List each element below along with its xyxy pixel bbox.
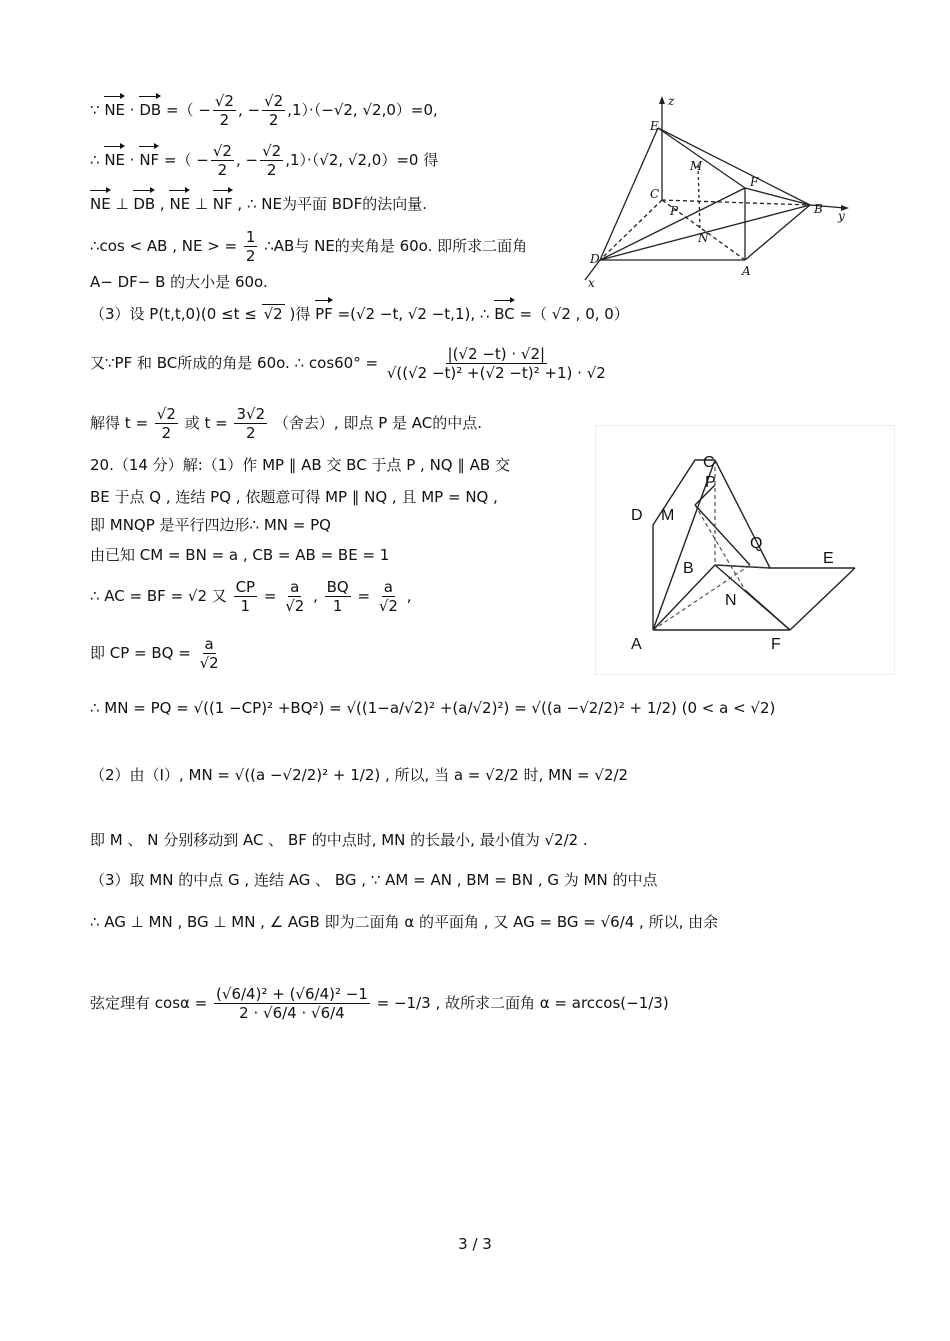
- svg-text:E: E: [650, 119, 659, 133]
- line-11: 即 MNQP 是平行四边形∴ MN = PQ: [90, 516, 331, 534]
- svg-text:B: B: [683, 560, 694, 577]
- line-15: ∴ MN = PQ = √((1 −CP)² +BQ²) = √((1−a/√2)² +(a/√2)²) = √((a −√2/2)² + 1/2) (0 < a < √2): [90, 699, 776, 717]
- line-18: （3）取 MN 的中点 G , 连结 AG 、 BG , ∵ AM = AN , BM = BN , G 为 MN 的中点: [90, 871, 658, 889]
- svg-text:P: P: [670, 204, 679, 218]
- svg-text:y: y: [838, 209, 845, 223]
- page-number: 3 / 3: [458, 1235, 492, 1253]
- line-16: （2）由（I）, MN = √((a −√2/2)² + 1/2) , 所以, 当 a = √2/2 时, MN = √2/2: [90, 766, 629, 784]
- line-4: ∴cos < AB , NE > = $\frac{1}{2}$ ∴AB与 NE的夹角是 60o. 即所求二面角: [90, 228, 528, 265]
- svg-text:x: x: [588, 276, 595, 290]
- svg-text:M: M: [661, 507, 675, 524]
- line-14: 即 CP = BQ = $\frac{a}{√2}$: [90, 635, 219, 672]
- line-7: 又∵PF 和 BC所成的角是 60o. ∴ cos60° = $\frac{|(√2 -t) \cdot √2|}{\text{√((√2 −t)² +(√2 −t)² +1) · √2}}$: [90, 345, 606, 382]
- svg-text:A: A: [631, 636, 642, 653]
- line-1: ∵ NE · DB =（ − $\frac{√2}{2}$ , − $\frac{√2}{2}$ ,1）·（−√2, √2,0）=0,: [90, 92, 438, 129]
- svg-text:D: D: [631, 507, 643, 524]
- svg-text:z: z: [668, 94, 675, 108]
- line-10: BE 于点 Q , 连结 PQ , 依题意可得 MP ∥ NQ , 且 MP = NQ ,: [90, 488, 498, 506]
- svg-text:N: N: [698, 231, 709, 245]
- svg-text:A: A: [742, 264, 751, 278]
- svg-text:N: N: [725, 592, 737, 609]
- svg-text:B: B: [814, 202, 823, 216]
- line-3: NE ⊥ DB , NE ⊥ NF , ∴ NE为平面 BDF的法向量.: [90, 190, 427, 214]
- svg-text:F: F: [750, 175, 759, 189]
- svg-text:C: C: [703, 454, 715, 471]
- line-19: ∴ AG ⊥ MN , BG ⊥ MN , ∠ AGB 即为二面角 α 的平面角 , 又 AG = BG = √6/4 , 所以, 由余: [90, 913, 719, 931]
- line-5: A− DF− B 的大小是 60o.: [90, 273, 268, 291]
- line-6: （3）设 P(t,t,0)(0 ≤t ≤ √2 )得 PF =(√2 −t, √2 −t,1), ∴ BC =（ √2 , 0, 0）: [90, 300, 629, 324]
- svg-text:Q: Q: [750, 535, 763, 552]
- line-20: 弦定理有 cosα = $\frac{\text{(√6/4)² + (√6/4)² −1}}{2 \cdot √6/4 \cdot √6/4}$ = −1/3 , 故所求二面角 α = arccos(−1/3): [90, 985, 669, 1022]
- line-17: 即 M 、 N 分别移动到 AC 、 BF 的中点时, MN 的长最小, 最小值为 √2/2 .: [90, 831, 588, 849]
- line-13: ∴ AC = BF = √2 又 $\frac{CP}{1}$ = $\frac{a}{√2}$ , $\frac{BQ}{1}$ = $\frac{a}{√2}$ ,: [90, 578, 412, 615]
- line-12: 由已知 CM = BN = a , CB = AB = BE = 1: [90, 546, 390, 564]
- line-8: 解得 t = $\frac{√2}{2}$ 或 t = $\frac{3√2}{2}$ （舍去）, 即点 P 是 AC的中点.: [90, 405, 483, 442]
- svg-text:E: E: [823, 550, 834, 567]
- line-9: 20.（14 分）解:（1）作 MP ∥ AB 交 BC 于点 P , NQ ∥ AB 交: [90, 456, 510, 474]
- svg-text:D: D: [590, 252, 600, 266]
- svg-text:M: M: [690, 159, 703, 173]
- svg-text:P: P: [705, 474, 716, 491]
- figure-folded-squares: [595, 425, 895, 675]
- svg-text:C: C: [650, 187, 660, 201]
- line-2: ∴ NE · NF =（ − $\frac{√2}{2}$ , − $\frac{√2}{2}$ ,1）·（√2, √2,0）=0 得: [90, 142, 439, 179]
- figure-3d-coordinate: [570, 80, 870, 290]
- svg-text:F: F: [771, 636, 781, 653]
